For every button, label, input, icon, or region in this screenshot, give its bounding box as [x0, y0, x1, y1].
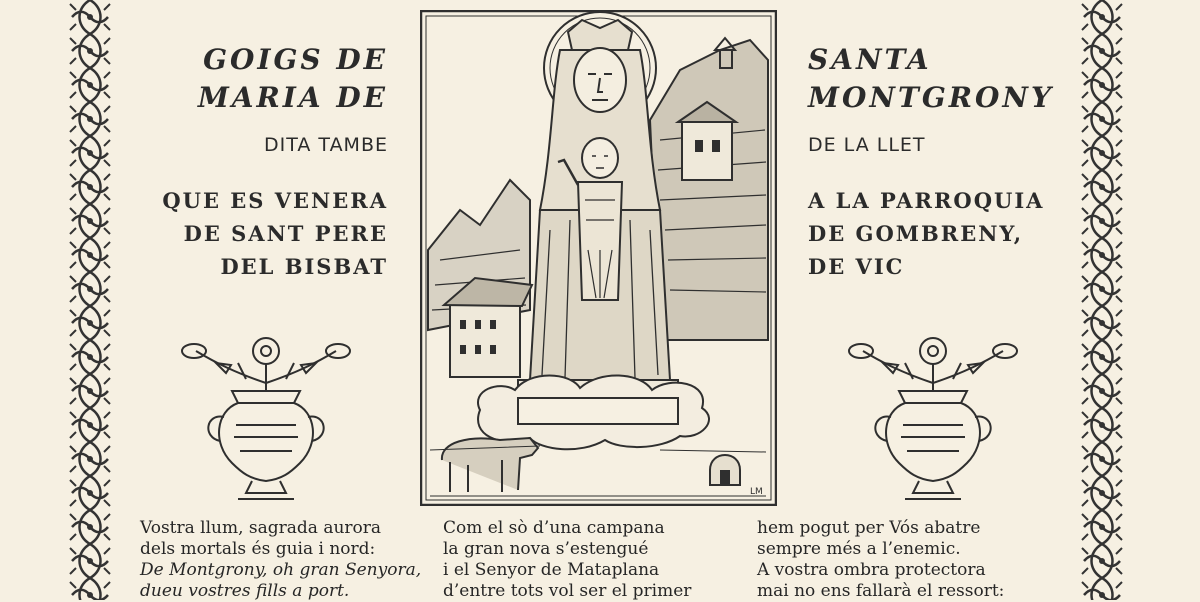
verse-2-line-2: la gran nova s’estengué: [443, 539, 649, 559]
verse-2-line-4: d’entre tots vol ser el primer: [443, 581, 692, 601]
title-right-line-1: SANTA: [808, 43, 932, 76]
verse-1-line-1: Vostra llum, sagrada aurora: [140, 518, 382, 538]
border-vine-left: [68, 0, 112, 600]
location-left-line-1: QUE ES VENERA: [162, 188, 388, 213]
location-right-line-2: DE GOMBRENY,: [808, 221, 1023, 246]
verse-3-line-4: mai no ens fallarà el ressort:: [757, 581, 1005, 601]
vase-of-roses-left: [176, 333, 356, 503]
verse-column-1: [140, 518, 421, 602]
title-left-line-2: MARIA DE: [197, 81, 388, 114]
verse-1-line-2: dels mortals és guia i nord:: [140, 539, 376, 559]
location-left-line-2: DE SANT PERE: [183, 221, 388, 246]
woodcut-virgin-and-child: [420, 10, 777, 506]
verse-2-line-1: Com el sò d’una campana: [443, 518, 665, 538]
title-left-line-1: GOIGS DE: [203, 43, 388, 76]
verse-column-3: [757, 518, 1004, 602]
verse-1-line-3: De Montgrony, oh gran Senyora,: [140, 560, 422, 580]
verse-3-line-3: A vostra ombra protectora: [757, 560, 986, 580]
subtitle-left: DITA TAMBE: [264, 134, 388, 156]
title-right-line-2: MONTGRONY: [808, 81, 1054, 114]
svg-text:LM: LM: [750, 487, 763, 497]
verse-column-2: [443, 518, 691, 602]
verse-3-line-1: hem pogut per Vós abatre: [757, 518, 981, 538]
verse-2-line-3: i el Senyor de Mataplana: [443, 560, 660, 580]
location-left-line-3: DEL BISBAT: [220, 254, 388, 279]
verse-3-line-2: sempre més a l’enemic.: [757, 539, 961, 559]
location-right-line-1: A LA PARROQUIA: [808, 188, 1045, 213]
location-right-line-3: DE VIC: [808, 254, 905, 279]
verse-1-line-4: dueu vostres fills a port.: [140, 581, 350, 601]
subtitle-right: DE LA LLET: [808, 134, 926, 156]
vase-of-roses-right: [843, 333, 1023, 503]
border-vine-right: [1080, 0, 1124, 600]
